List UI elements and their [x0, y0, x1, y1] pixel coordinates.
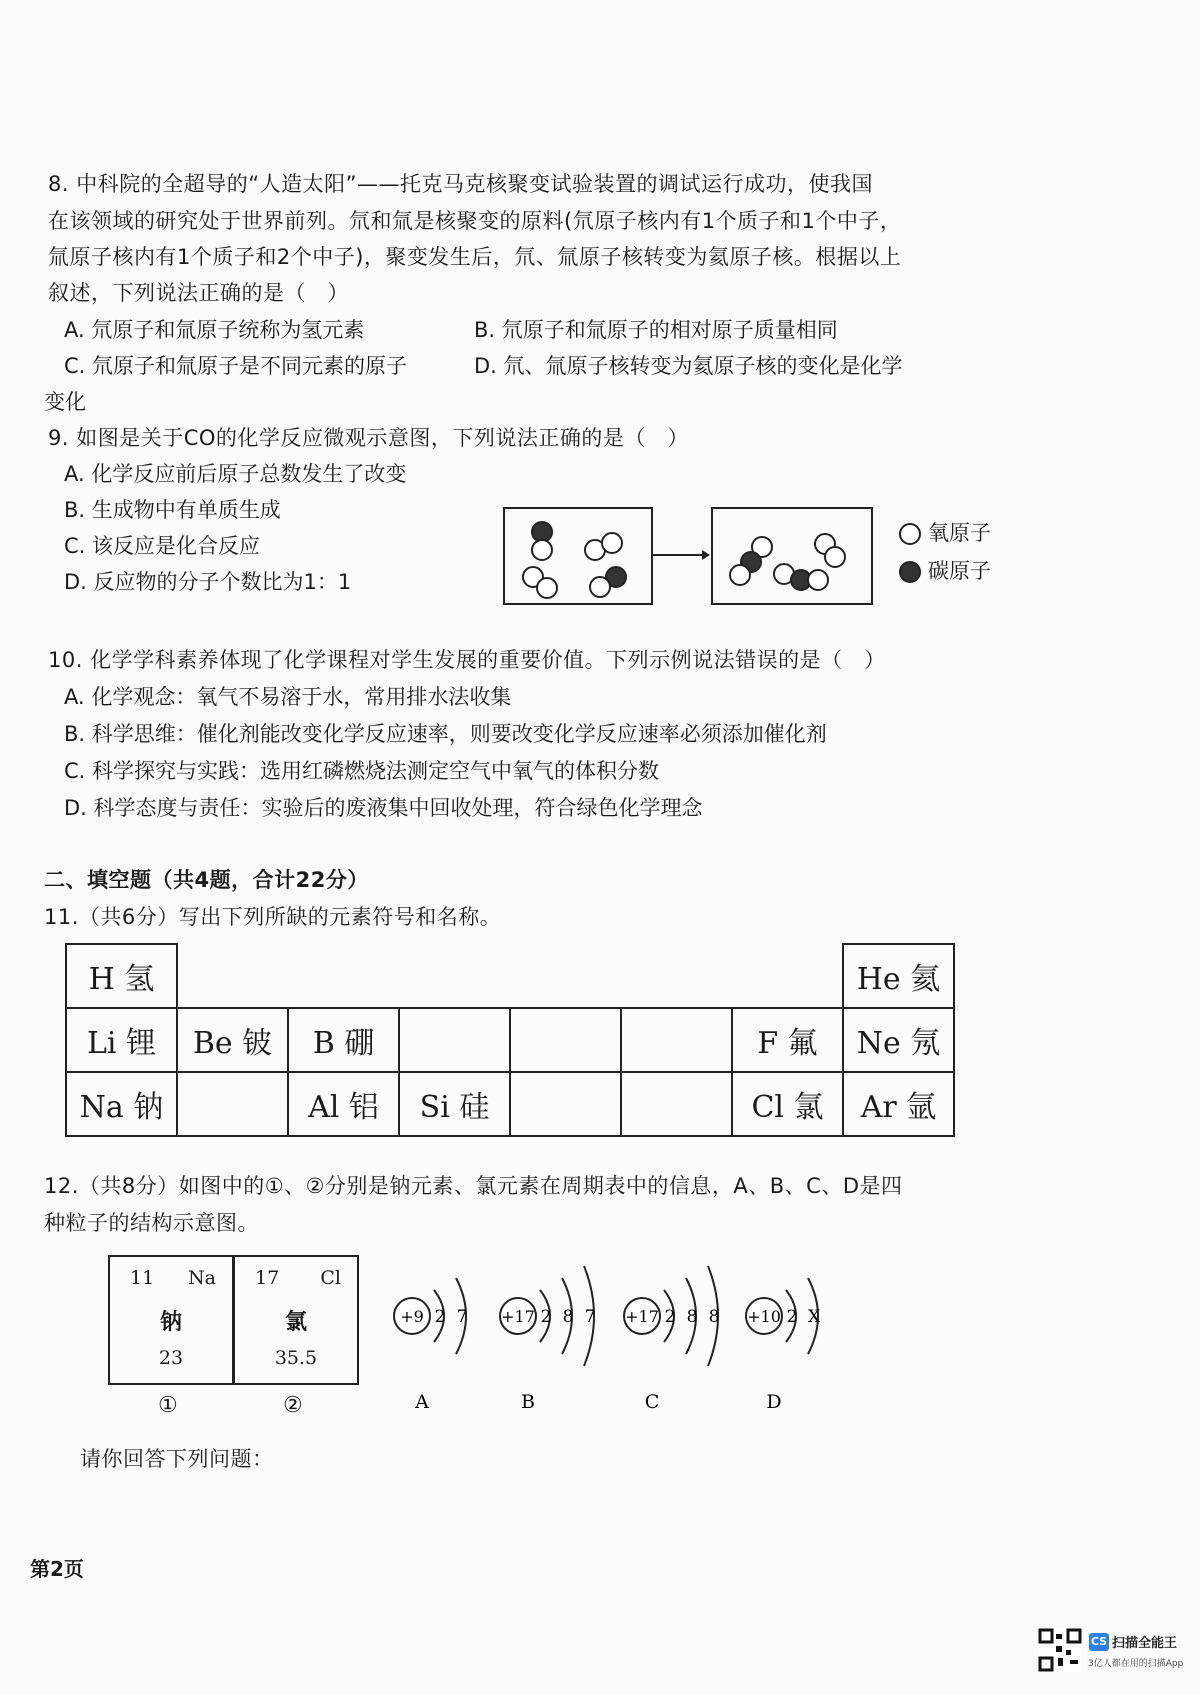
element-cell: He 氦: [843, 944, 954, 1008]
electron-count: 7: [456, 1307, 468, 1327]
q10-option-c: C. 科学探究与实践：选用红磷燃烧法测定空气中氧气的体积分数: [64, 759, 660, 783]
q10-option-d: D. 科学态度与责任：实验后的废液集中回收处理，符合绿色化学理念: [64, 796, 703, 820]
element-cell: B 硼: [288, 1008, 399, 1072]
element-card-chlorine: [233, 1255, 359, 1385]
q10-option-b: B. 科学思维：催化剂能改变化学反应速率，则要改变化学反应速率必须添加催化剂: [64, 722, 827, 746]
periodic-table: [65, 943, 955, 1137]
camscanner-logo-icon: CS: [1089, 1633, 1109, 1651]
q9-option-b: B. 生成物中有单质生成: [64, 498, 281, 522]
atomic-number: 11: [130, 1267, 155, 1289]
q12-prompt: 请你回答下列问题：: [80, 1447, 274, 1471]
electron-count: 7: [584, 1307, 596, 1327]
atomic-mass: 35.5: [274, 1347, 318, 1369]
element-cell: Ne 氖: [843, 1008, 954, 1072]
oxygen-atom-icon: [897, 521, 923, 547]
blank-cell[interactable]: [510, 1008, 621, 1072]
q10-option-a: A. 化学观念：氧气不易溶于水，常用排水法收集: [64, 685, 512, 709]
electron-count: 8: [708, 1307, 720, 1327]
carbon-atom-icon: [897, 559, 923, 585]
particle-label: B: [521, 1391, 535, 1413]
element-symbol: Cl: [320, 1267, 341, 1289]
q12-line-2: 种粒子的结构示意图。: [44, 1211, 259, 1235]
q9-stem: 9. 如图是关于CO的化学反应微观示意图，下列说法正确的是（ ）: [48, 426, 689, 450]
product-molecules: [711, 507, 873, 605]
element-cell: Si 硅: [399, 1072, 510, 1136]
page-number: 第2页: [30, 1557, 84, 1581]
electron-count: 8: [686, 1307, 698, 1327]
particle-label: C: [644, 1391, 660, 1413]
nuclear-charge: +17: [625, 1307, 659, 1326]
brand-tagline: 3亿人都在用的扫描App: [1088, 1659, 1184, 1669]
empty-region: [177, 944, 843, 1008]
particle-D: [746, 1278, 821, 1413]
particle-structure-diagrams: [380, 1250, 860, 1430]
brand-name: 扫描全能王: [1112, 1636, 1178, 1651]
electron-count: X: [807, 1307, 821, 1327]
electron-count: 8: [562, 1307, 574, 1327]
q8-option-b: B. 氘原子和氚原子的相对原子质量相同: [474, 318, 838, 342]
element-cell: H 氢: [66, 944, 177, 1008]
element-cell: F 氟: [732, 1008, 843, 1072]
blank-cell[interactable]: [621, 1072, 732, 1136]
element-cell: Na 钠: [66, 1072, 177, 1136]
card-caption-1: ①: [158, 1393, 178, 1418]
element-cell: Li 锂: [66, 1008, 177, 1072]
q10-stem: 10. 化学学科素养体现了化学课程对学生发展的重要价值。下列示例说法错误的是（ ）: [48, 648, 886, 672]
nuclear-charge: +17: [501, 1307, 535, 1326]
nuclear-charge: +9: [400, 1307, 424, 1326]
blank-cell[interactable]: [177, 1072, 288, 1136]
blank-cell[interactable]: [399, 1008, 510, 1072]
blank-cell[interactable]: [621, 1008, 732, 1072]
q8-option-a: A. 氘原子和氚原子统称为氢元素: [64, 318, 365, 342]
q9-option-c: C. 该反应是化合反应: [64, 534, 261, 558]
q8-option-d: D. 氘、氚原子核转变为氦原子核的变化是化学: [474, 354, 903, 378]
q8-line-3: 氚原子核内有1个质子和2个中子)，聚变发生后，氘、氚原子核转变为氦原子核。根据以上: [48, 245, 902, 269]
element-cell: Cl 氯: [732, 1072, 843, 1136]
table-row: [66, 1008, 954, 1072]
q8-line-4: 叙述，下列说法正确的是（ ）: [48, 281, 349, 305]
element-name: 钠: [159, 1309, 182, 1335]
section-2-title: 二、填空题（共4题，合计22分）: [44, 868, 369, 892]
element-cell: Be 铍: [177, 1008, 288, 1072]
q8-line-1: 8. 中科院的全超导的“人造太阳”——托克马克核聚变试验装置的调试运行成功，使我国: [48, 172, 873, 196]
card-caption-2: ②: [283, 1393, 303, 1418]
legend-carbon: 碳原子: [928, 559, 991, 583]
blank-cell[interactable]: [510, 1072, 621, 1136]
electron-count: 2: [540, 1307, 552, 1327]
reactant-molecules: [503, 507, 653, 605]
q9-option-d: D. 反应物的分子个数比为1：1: [64, 570, 352, 594]
element-cell: Ar 氩: [843, 1072, 954, 1136]
q8-option-d-cont: 变化: [44, 390, 86, 414]
q8-option-c: C. 氘原子和氚原子是不同元素的原子: [64, 354, 408, 378]
atomic-number: 17: [255, 1267, 280, 1289]
element-card-sodium: [108, 1255, 234, 1385]
element-cell: Al 铝: [288, 1072, 399, 1136]
reaction-arrow-icon: [652, 548, 712, 562]
atomic-mass: 23: [158, 1347, 184, 1369]
particle-C: [624, 1266, 719, 1413]
electron-count: 2: [664, 1307, 676, 1327]
element-name: 氯: [284, 1309, 307, 1335]
qr-code-icon: [1038, 1628, 1082, 1672]
table-row: [66, 944, 954, 1008]
particle-label: A: [415, 1391, 429, 1413]
q9-option-a: A. 化学反应前后原子总数发生了改变: [64, 462, 407, 486]
q12-line-1: 12.（共8分）如图中的①、②分别是钠元素、氯元素在周期表中的信息，A、B、C、D是四: [44, 1174, 903, 1198]
electron-count: 2: [786, 1307, 798, 1327]
particle-B: [500, 1266, 595, 1413]
particle-A: [394, 1278, 467, 1413]
nuclear-charge: +10: [747, 1307, 781, 1326]
table-row: [66, 1072, 954, 1136]
q11-stem: 11.（共6分）写出下列所缺的元素符号和名称。: [44, 905, 502, 929]
q8-line-2: 在该领域的研究处于世界前列。氘和氚是核聚变的原料(氘原子核内有1个质子和1个中子，: [48, 209, 902, 233]
electron-count: 2: [434, 1307, 446, 1327]
element-symbol: Na: [188, 1267, 216, 1289]
particle-label: D: [766, 1391, 782, 1413]
legend-oxygen: 氧原子: [928, 521, 991, 545]
